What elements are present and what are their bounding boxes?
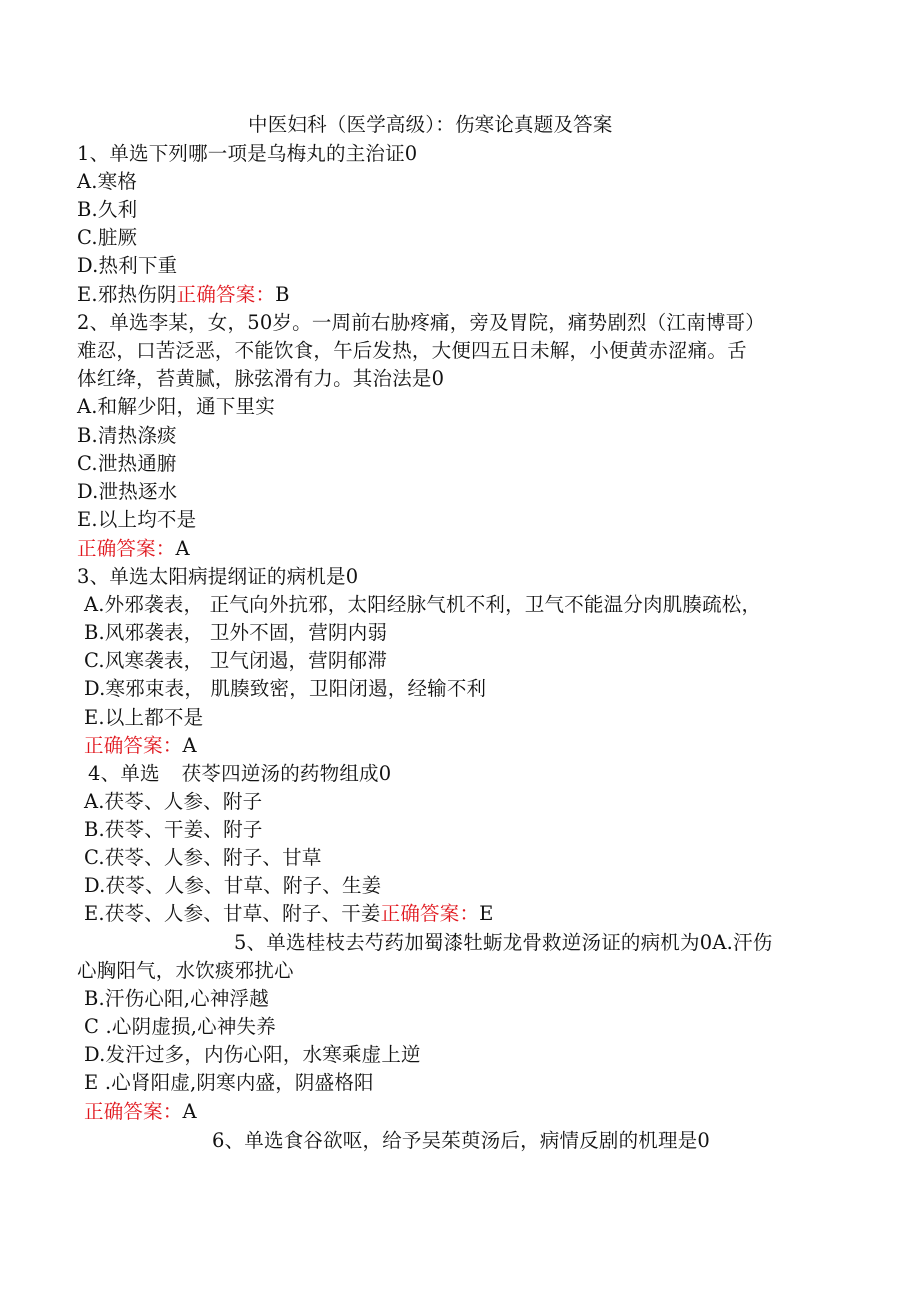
- q4-stem-type: 4、单选: [88, 762, 160, 785]
- q1-stem: 1、单选下列哪一项是乌梅丸的主治证0: [77, 142, 418, 165]
- q3-option-b-label: B.风邪袭表，: [84, 621, 204, 644]
- q1-answer-label: 正确答案：: [176, 283, 276, 306]
- q3-stem: 3、单选太阳病提纲证的病机是0: [77, 565, 359, 588]
- q6-stem: 6、单选食谷欲呕，给予吴茱萸汤后，病情反剧的机理是0: [212, 1129, 711, 1152]
- q2-option-e: E.以上均不是: [77, 508, 197, 531]
- q5-option-e: E .心肾阳虚,阴寒内盛，阴盛格阳: [84, 1071, 374, 1094]
- q4-option-b: B.茯苓、干姜、附子: [84, 818, 263, 841]
- q5-answer-line: [84, 1099, 197, 1125]
- q4-answer-label: 正确答案：: [380, 902, 480, 925]
- q4-answer-value: E: [479, 902, 494, 925]
- q3-option-c: [84, 648, 387, 674]
- q5-stem-line-1: 5、单选桂枝去芍药加蜀漆牡蛎龙骨救逆汤证的病机为0A.汗伤: [234, 931, 773, 954]
- q3-answer-line: [84, 733, 197, 759]
- q3-option-d: [84, 676, 486, 702]
- q3-option-d-label: D.寒邪束表，: [84, 677, 205, 700]
- q1-option-e-line: [77, 282, 290, 308]
- q5-answer-value: A: [182, 1100, 197, 1123]
- q3-option-e: E.以上都不是: [84, 706, 204, 729]
- q5-option-c: C .心阴虚损,心神失养: [84, 1015, 276, 1038]
- q4-stem: [88, 761, 391, 787]
- q3-option-b: [84, 620, 387, 646]
- q3-answer-label: 正确答案：: [84, 734, 183, 757]
- q1-option-a: A.寒格: [77, 170, 138, 193]
- q2-answer-value: A: [175, 537, 190, 560]
- q1-option-d: D.热利下重: [77, 254, 178, 277]
- q3-option-c-label: C.风寒袭表，: [84, 649, 204, 672]
- q2-option-d: D.泄热逐水: [77, 480, 178, 503]
- q1-option-c: C.脏厥: [77, 226, 138, 249]
- q2-option-b: B.清热涤痰: [77, 424, 177, 447]
- q1-option-b: B.久利: [77, 198, 138, 221]
- q2-answer-label: 正确答案：: [77, 537, 176, 560]
- document-title: 中医妇科（医学高级）：伤寒论真题及答案: [248, 113, 613, 136]
- q3-option-d-text: 肌腠致密，卫阳闭遏，经输不利: [210, 677, 487, 700]
- q4-option-e: E.茯苓、人参、甘草、附子、干姜: [84, 902, 381, 925]
- q5-option-d: D.发汗过多，内伤心阳，水寒乘虚上逆: [84, 1043, 421, 1066]
- q2-option-a: A.和解少阳，通下里实: [77, 395, 275, 418]
- q5-answer-label: 正确答案：: [84, 1100, 183, 1123]
- q3-option-a-text: 正气向外抗邪，太阳经脉气机不利，卫气不能温分肉肌腠疏松，: [209, 593, 762, 616]
- q2-stem-line-1: 2、单选李某，女，50岁。一周前右胁疼痛，旁及胃院，痛势剧烈（江南博哥）: [77, 311, 765, 334]
- q3-option-a-label: A.外邪袭表，: [84, 593, 204, 616]
- q2-stem-line-2: 难忍，口苦泛恶，不能饮食，午后发热，大便四五日未解，小便黄赤涩痛。舌: [77, 339, 747, 362]
- q5-stem-line-2: 心胸阳气，水饮痰邪扰心: [77, 959, 294, 982]
- q3-option-c-text: 卫气闭遏，营阴郁滞: [209, 649, 388, 672]
- q5-option-b: B.汗伤心阳,心神浮越: [84, 987, 269, 1010]
- q4-option-a: A.茯苓、人参、附子: [84, 790, 263, 813]
- q3-option-a: [84, 592, 761, 618]
- q2-option-c: C.泄热通腑: [77, 452, 177, 475]
- q1-option-e: E.邪热伤阴: [77, 283, 177, 306]
- q4-stem-text: 茯苓四逆汤的药物组成0: [181, 762, 392, 785]
- q4-option-c: C.茯苓、人参、附子、甘草: [84, 846, 322, 869]
- q4-option-e-line: [84, 901, 494, 927]
- q4-option-d: D.茯苓、人参、甘草、附子、生姜: [84, 874, 382, 897]
- q2-stem-line-3: 体红绛，苔黄腻，脉弦滑有力。其治法是0: [77, 367, 445, 390]
- q3-option-b-text: 卫外不固，营阴内弱: [209, 621, 388, 644]
- q2-answer-line: [77, 536, 190, 562]
- q1-answer-value: B: [275, 283, 290, 306]
- q3-answer-value: A: [182, 734, 197, 757]
